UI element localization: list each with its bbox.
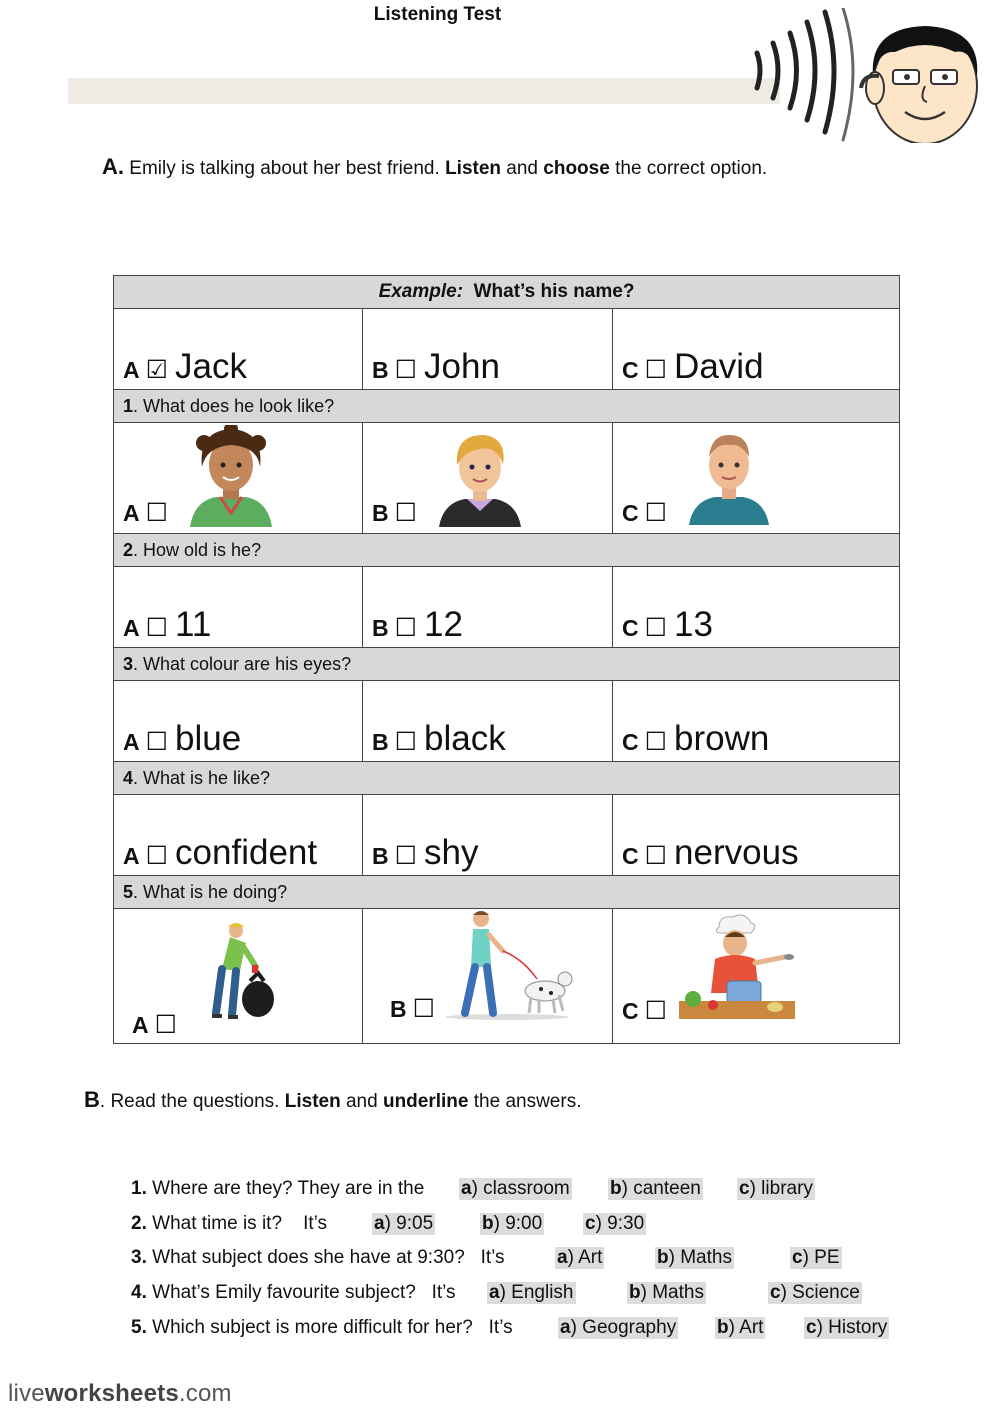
answer-c[interactable]: c) PE: [792, 1247, 840, 1268]
answer-a[interactable]: a) English: [489, 1282, 574, 1303]
option-a[interactable]: A ☐: [114, 909, 363, 1044]
option-c[interactable]: C ☐: [613, 423, 900, 534]
checkbox-icon: ☐: [644, 613, 668, 642]
option-b[interactable]: B ☐: [363, 909, 613, 1044]
man-short-hair-icon: [689, 431, 769, 525]
checkbox-icon: ☐: [145, 613, 169, 642]
picking-up-rubbish-icon: [206, 921, 278, 1021]
cooking-icon: [679, 913, 795, 1025]
question-2-options: [114, 567, 900, 648]
answer-a[interactable]: a) 9:05: [374, 1213, 434, 1234]
checkbox-icon: ☐: [154, 1010, 178, 1039]
checkbox-icon: ☐: [394, 498, 418, 527]
example-question: Example: What’s his name?: [114, 276, 900, 309]
option-a[interactable]: A ☐: [114, 423, 363, 534]
question-5: 5. What is he doing?: [114, 876, 900, 909]
question-5-options: [114, 909, 900, 1044]
answer-b[interactable]: b) Art: [717, 1317, 764, 1338]
checkbox-icon: ☐: [394, 355, 418, 384]
b-question-4: 4. What’s Emily favourite subject? It’s a) English b) Maths c) Science: [131, 1282, 860, 1303]
answer-c[interactable]: c) 9:30: [585, 1213, 645, 1234]
page-title: Listening Test: [373, 4, 502, 25]
checkbox-icon: ☐: [394, 727, 418, 756]
site-logo[interactable]: liveworksheets.com: [8, 1380, 232, 1407]
answer-a[interactable]: a) Geography: [560, 1317, 677, 1338]
option-b[interactable]: B ☐ 12: [363, 567, 613, 648]
checkbox-icon: ☐: [412, 994, 436, 1023]
title-bar: [68, 78, 780, 104]
option-c[interactable]: C ☐ 13: [613, 567, 900, 648]
answer-b[interactable]: b) Maths: [657, 1247, 732, 1268]
option-c[interactable]: C ☐ brown: [613, 681, 900, 762]
checkbox-icon: ☐: [644, 355, 668, 384]
option-c[interactable]: C ☐: [613, 909, 900, 1044]
example-row: [114, 276, 900, 309]
question-3-options: [114, 681, 900, 762]
option-a[interactable]: A ☐ 11: [114, 567, 363, 648]
b-question-2: 2. What time is it? It’s a) 9:05 b) 9:00 c) 9:30: [131, 1213, 645, 1234]
answer-a[interactable]: a) classroom: [461, 1178, 570, 1199]
option-a[interactable]: A ☐ blue: [114, 681, 363, 762]
section-a-instruction: A. Emily is talking about her best friend. Listen and choose the correct option.: [102, 154, 768, 179]
option-b[interactable]: B ☐ John: [363, 309, 613, 390]
answer-b[interactable]: b) canteen: [610, 1178, 701, 1199]
option-b[interactable]: B ☐ black: [363, 681, 613, 762]
answer-b[interactable]: b) Maths: [629, 1282, 704, 1303]
option-a[interactable]: A ☑ Jack: [114, 309, 363, 390]
question-1-options: [114, 423, 900, 534]
b-question-1: 1. Where are they? They are in the a) classroom b) canteen c) library: [131, 1178, 813, 1199]
question-4-options: [114, 795, 900, 876]
checkbox-icon: ☐: [644, 498, 668, 527]
boy-blond-hair-icon: [439, 431, 521, 527]
answer-c[interactable]: c) Science: [770, 1282, 860, 1303]
checkbox-icon: ☐: [394, 613, 418, 642]
checkbox-icon: ☐: [145, 727, 169, 756]
b-question-5: 5. Which subject is more difficult for her? It’s a) Geography b) Art c) History: [131, 1317, 888, 1338]
quiz-table: [113, 275, 900, 1044]
checkbox-icon: ☐: [394, 841, 418, 870]
answer-a[interactable]: a) Art: [557, 1247, 603, 1268]
walking-the-dog-icon: [445, 909, 575, 1021]
question-2: 2. How old is he?: [114, 534, 900, 567]
option-c[interactable]: C ☐ nervous: [613, 795, 900, 876]
section-b-instruction: B. Read the questions. Listen and underline the answers.: [84, 1087, 582, 1112]
checkbox-icon: ☐: [145, 841, 169, 870]
question-1: 1. What does he look like?: [114, 390, 900, 423]
option-c[interactable]: C ☐ David: [613, 309, 900, 390]
question-4: 4. What is he like?: [114, 762, 900, 795]
answer-c[interactable]: c) History: [806, 1317, 888, 1338]
option-b[interactable]: B ☐ shy: [363, 795, 613, 876]
answer-c[interactable]: c) library: [739, 1178, 813, 1199]
option-b[interactable]: B ☐: [363, 423, 613, 534]
checkbox-icon: ☐: [644, 727, 668, 756]
checkbox-icon: ☐: [644, 841, 668, 870]
question-3: 3. What colour are his eyes?: [114, 648, 900, 681]
checkbox-icon: ☐: [145, 498, 169, 527]
b-question-3: 3. What subject does she have at 9:30? It’s a) Art b) Maths c) PE: [131, 1247, 840, 1268]
boy-curly-hair-icon: [190, 425, 272, 527]
answer-b[interactable]: b) 9:00: [482, 1213, 543, 1234]
listening-ear-icon: [745, 8, 985, 143]
checkbox-icon: ☐: [644, 996, 668, 1025]
option-a[interactable]: A ☐ confident: [114, 795, 363, 876]
checked-checkbox-icon: ☑: [145, 355, 169, 384]
example-options: [114, 309, 900, 390]
